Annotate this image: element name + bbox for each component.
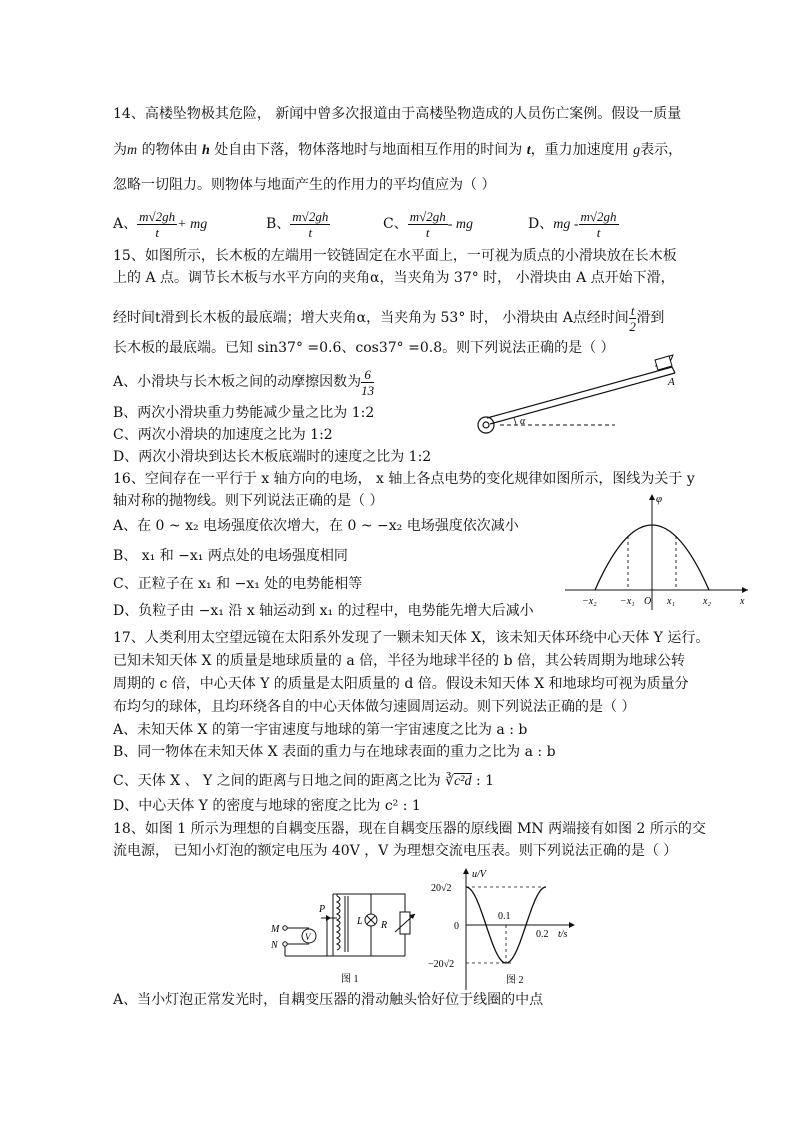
q18-graph-t1: 0.1 bbox=[498, 911, 511, 922]
q16-x1-label: x₁ bbox=[667, 596, 675, 607]
q14-option-a: A、 $\frac{m√2gh}{t}$ + mg bbox=[113, 208, 208, 240]
q14-line1: 14、高楼坠物极其危险， 新闻中曾多次报道由于高楼坠物造成的人员伤亡案例。假设一质量 bbox=[113, 106, 682, 122]
q17-option-b: B、同一物体在未知天体 X 表面的重力与在地球表面的重力之比为 a : b bbox=[113, 744, 556, 760]
q17-line3: 周期的 c 倍，中心天体 Y 的质量是太阳质量的 d 倍。假设未知天体 X 和地球均可视为质量分 bbox=[113, 676, 689, 692]
q18-option-a: A、当小灯泡正常发光时，自耦变压器的滑动触头恰好位于线圈的中点 bbox=[113, 992, 544, 1008]
q18-figure2-caption: 图 2 bbox=[506, 975, 524, 986]
q16-origin-label: O bbox=[644, 596, 652, 607]
q16-phi-label: φ bbox=[656, 493, 663, 505]
q16-option-d: D、负粒子由 −x₁ 沿 x 轴运动到 x₁ 的过程中，电势能先增大后减小 bbox=[113, 603, 534, 619]
q16-option-b: B、 x₁ 和 −x₁ 两点处的电场强度相同 bbox=[113, 548, 348, 564]
q18-line1: 18、如图 1 所示为理想的自耦变压器，现在自耦变压器的原线圈 MN 两端接有如图 2 所示的交 bbox=[113, 821, 706, 837]
q14-line3: 忽略一切阻力。则物体与地面产生的作用力的平均值应为（ ） bbox=[113, 177, 496, 193]
q14-line2: 为m 的物体由 h 处自由下落，物体落地时与地面相互作用的时间为 t，重力加速度用 g表示， bbox=[113, 142, 683, 158]
q17-line4: 布均匀的球体，且均环绕各自的中心天体做匀速圆周运动。则下列说法正确的是（ ） bbox=[113, 699, 636, 715]
q16-option-c: C、正粒子在 x₁ 和 −x₁ 处的电势能相等 bbox=[113, 576, 363, 592]
q17-option-a: A、未知天体 X 的第一宇宙速度与地球的第一宇宙速度之比为 a : b bbox=[113, 722, 528, 738]
q18-slider-p-label: P bbox=[319, 904, 326, 915]
q17-option-c: C、天体 X 、 Y 之间的距离与日地之间的距离之比为 ∛c²d : 1 bbox=[113, 773, 495, 789]
q16-line2: 轴对称的抛物线。则下列说法正确的是（ ） bbox=[113, 493, 384, 509]
q18-m-terminal-label: M bbox=[271, 924, 280, 935]
q18-graph-ylabel: u/V bbox=[472, 869, 486, 880]
q18-voltage-graph-figure bbox=[428, 865, 578, 990]
q14-option-c: C、 $\frac{m√2gh}{t}$ - mg bbox=[383, 208, 474, 240]
q18-resistor-r-label: R bbox=[381, 920, 388, 931]
q15-point-a-label: A bbox=[668, 376, 675, 388]
q16-neg-x2-label: −x₂ bbox=[582, 596, 597, 607]
q15-line4: 长木板的最底端。已知 sin37° =0.6、cos37° =0.8。则下列说法正确的是（ ） bbox=[113, 340, 615, 356]
q15-option-a: A、小滑块与长木板之间的动摩擦因数为 $\frac{6}{13}$ bbox=[113, 366, 375, 398]
q15-option-c: C、两次小滑块的加速度之比为 1:2 bbox=[113, 427, 333, 443]
q18-graph-t2: 0.2 bbox=[536, 929, 549, 940]
q18-graph-ymin: −20√2 bbox=[428, 959, 455, 970]
q18-graph-xlabel: t/s bbox=[558, 929, 568, 940]
q18-graph-zero: 0 bbox=[454, 921, 459, 932]
q14-option-d: D、mg - $\frac{m√2gh}{t}$ bbox=[528, 208, 617, 240]
q15-option-d: D、两次小滑块到达长木板底端时的速度之比为 1:2 bbox=[113, 449, 432, 465]
q16-potential-figure bbox=[560, 490, 755, 615]
q18-lamp-l-label: L bbox=[357, 916, 363, 927]
q17-line1: 17、人类利用太空望远镜在太阳系外发现了一颗未知天体 X，该未知天体环绕中心天体 Y 运行。 bbox=[113, 630, 710, 646]
q16-option-a: A、在 0 ~ x₂ 电场强度依次增大，在 0 ~ −x₂ 电场强度依次减小 bbox=[113, 518, 519, 534]
q18-figure1-caption: 图 1 bbox=[341, 974, 359, 985]
q18-graph-ymax: 20√2 bbox=[431, 883, 452, 894]
q15-line2: 上的 A 点。调节长木板与水平方向的夹角α，当夹角为 37° 时， 小滑块由 A 点开始下滑， bbox=[113, 270, 675, 286]
q15-line1: 15、如图所示，长木板的左端用一铰链固定在水平面上，一可视为质点的小滑块放在长木板 bbox=[113, 248, 677, 264]
q18-transformer-circuit-figure bbox=[265, 878, 425, 990]
q16-x-axis-label: x bbox=[740, 596, 745, 607]
q15-incline-figure bbox=[470, 352, 690, 442]
q14-option-b: B、 $\frac{m√2gh}{t}$ bbox=[266, 208, 329, 240]
q18-line2: 流电源， 已知小灯泡的额定电压为 40V ，V 为理想交流电压表。则下列说法正确的是（ ） bbox=[113, 843, 678, 859]
q17-line2: 已知未知天体 X 的质量是地球质量的 a 倍，半径为地球半径的 b 倍，其公转周期为地球公转 bbox=[113, 653, 685, 669]
q15-line3: 经时间t滑到长木板的最底端；增大夹角α，当夹角为 53° 时， 小滑块由 A点经时间 $\frac{t}{2}$ 滑到 bbox=[113, 302, 665, 334]
q18-n-terminal-label: N bbox=[271, 940, 278, 951]
q16-neg-x1-label: −x₁ bbox=[620, 596, 635, 607]
q17-option-d: D、中心天体 Y 的密度与地球的密度之比为 c² : 1 bbox=[113, 798, 421, 814]
q15-option-b: B、两次小滑块重力势能减少量之比为 1:2 bbox=[113, 405, 375, 421]
q16-x2-label: x₂ bbox=[703, 596, 711, 607]
q16-line1: 16、空间存在一平行于 x 轴方向的电场， x 轴上各点电势的变化规律如图所示，图线为关于 y bbox=[113, 471, 695, 487]
q18-voltmeter-label: V bbox=[305, 932, 311, 942]
q15-alpha-label: α bbox=[520, 416, 526, 427]
